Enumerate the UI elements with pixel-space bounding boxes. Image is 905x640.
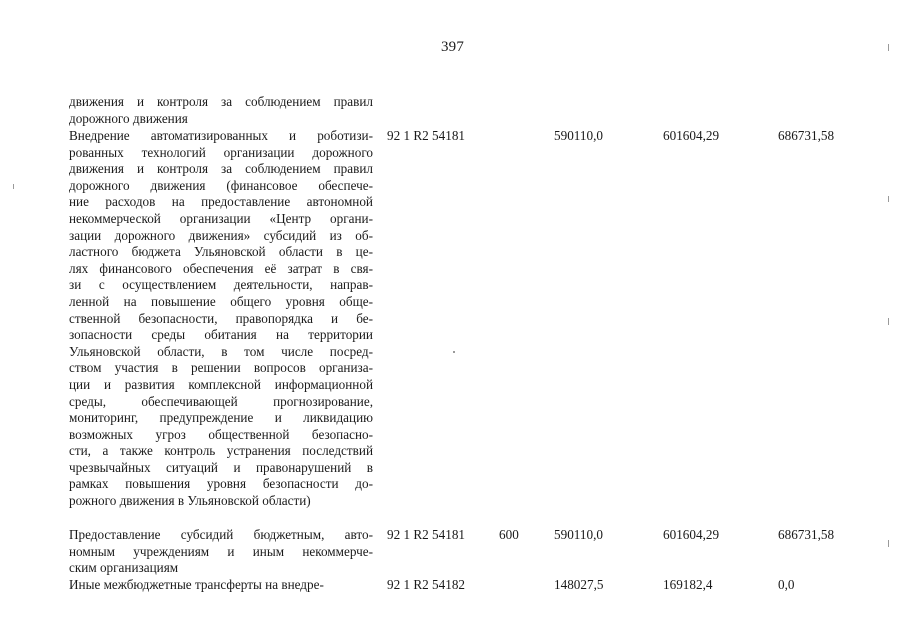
description-line: чрезвычайных ситуаций и правонарушений в [69,459,373,475]
row-description [69,128,373,510]
scan-mark [13,184,14,189]
description-line: ленной на повышение общего уровня обще- [69,293,373,309]
description-line: возможных угроз общественной безопасно- [69,426,373,442]
description-line: Иные межбюджетные трансферты на внедре- [69,577,324,592]
target-article-code: 92 1 R2 54181 [387,527,466,542]
description-line: мониторинг, предупреждение и ликвидацию [69,410,373,426]
description-line: ским организациям [69,560,179,576]
amount-year-3: 686731,58 [778,527,835,542]
amount-year-1: 590110,0 [554,128,603,143]
amount-year-1: 590110,0 [554,527,603,542]
description-line: дорожного движения [69,110,188,126]
description-line: рамках повышения уровня безопасности до- [69,476,373,492]
page-number: 397 [440,39,465,55]
scan-mark [453,351,455,353]
description-line: движения и контроля за соблюдением правил [69,94,373,109]
description-line: Предоставление субсидий бюджетным, авто- [69,527,373,542]
description-line: ции и развития комплексной информационной [69,376,373,392]
amount-year-3: 0,0 [778,577,795,592]
description-line: ственной безопасности, правопорядка и бе- [69,310,373,326]
description-line: сти, а также контроль устранения последствий [69,443,373,459]
description-line: ние расходов на предоставление автономной [69,194,373,210]
scan-mark [888,318,889,325]
row-description [69,527,373,577]
amount-year-2: 169182,4 [663,577,713,592]
scan-mark [888,196,889,202]
description-line: номным учреждениям и иным некоммерче- [69,543,373,559]
amount-year-2: 601604,29 [663,527,720,542]
row-description [69,94,373,127]
description-line: рованных технологий организации дорожного [69,144,373,160]
scan-mark [888,540,889,547]
description-line: Ульяновской области, в том числе посред- [69,343,373,359]
description-line: ством участия в решении вопросов организа- [69,360,373,376]
row-description [69,577,373,594]
description-line: некоммерческой организации «Центр органи- [69,210,373,226]
description-line: зации дорожного движения» субсидий из об- [69,227,373,243]
amount-year-2: 601604,29 [663,128,720,143]
amount-year-3: 686731,58 [778,128,835,143]
description-line: Внедрение автоматизированных и роботизи- [69,128,373,143]
amount-year-1: 148027,5 [554,577,604,592]
target-article-code: 92 1 R2 54181 [387,128,466,143]
scan-mark [888,44,889,51]
target-article-code: 92 1 R2 54182 [387,577,466,592]
description-line: движения и контроля за соблюдением правил [69,161,373,177]
description-line: среды, обеспечивающей прогнозирование, [69,393,373,409]
description-line: лях финансового обеспечения её затрат в свя- [69,260,373,276]
description-line: ластного бюджета Ульяновской области в це- [69,244,373,260]
expense-type-code: 600 [499,527,519,542]
description-line: зи с осуществлением деятельности, направ- [69,277,373,293]
description-line: дорожного движения (финансовое обеспече- [69,177,373,193]
description-line: зопасности среды обитания на территории [69,327,373,343]
description-line: рожного движения в Ульяновской области) [69,493,311,509]
